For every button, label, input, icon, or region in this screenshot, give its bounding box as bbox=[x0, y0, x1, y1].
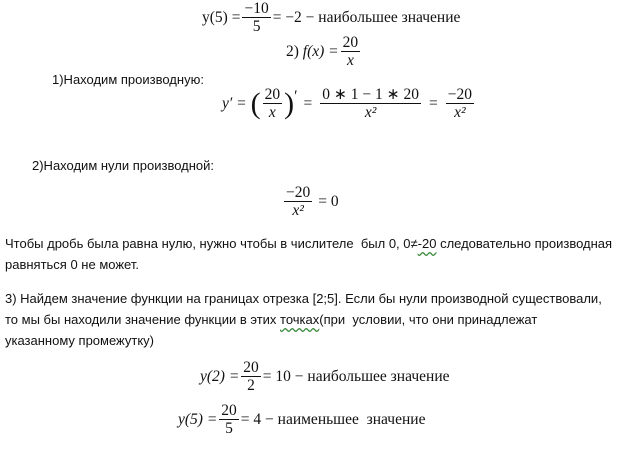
eq2-label: 2) bbox=[286, 42, 303, 60]
eq2-numerator: 20 bbox=[342, 34, 359, 51]
eq5-rhs: = 10 − наибольшее значение bbox=[262, 367, 450, 385]
eq6-rhs: = 4 − наименьшее значение bbox=[240, 410, 426, 428]
step1-heading: 1)Находим производную: bbox=[52, 72, 204, 87]
para2-line2 bbox=[5, 309, 602, 330]
eq4-denominator: x² bbox=[292, 202, 304, 219]
eq3-fraction-3 bbox=[446, 86, 474, 121]
eq3-prime: ′ bbox=[294, 88, 298, 105]
para2-line3: указанному промежутку) bbox=[5, 333, 155, 348]
eq3-numerator-2: 0 ∗ 1 − 1 ∗ 20 bbox=[322, 86, 419, 103]
eq6-fraction bbox=[219, 402, 239, 437]
para1-line2: равняться 0 не может. bbox=[5, 257, 139, 272]
equation-function-definition bbox=[286, 34, 362, 69]
eq3-lhs: y′ = bbox=[222, 94, 247, 112]
eq3-numerator-3: −20 bbox=[447, 86, 472, 103]
para2-line2-part-b: точках bbox=[280, 312, 320, 327]
eq3-inner-fraction bbox=[263, 86, 283, 121]
eq5-fraction bbox=[241, 359, 261, 394]
eq3-equals: = bbox=[303, 94, 313, 112]
eq1-rhs: = −2 − наибольшее значение bbox=[272, 8, 461, 26]
para1-line1 bbox=[5, 233, 612, 254]
para2-line1: 3) Найдем значение функции на границах отрезка [2;5]. Если бы нули производной существовали, bbox=[5, 291, 602, 306]
eq3-denominator-3: x² bbox=[454, 104, 466, 121]
eq2-fraction bbox=[341, 34, 361, 69]
eq2-lhs: f(x) = bbox=[302, 42, 339, 60]
equation-y2-max bbox=[200, 359, 450, 394]
para1-line1-part-b: -20 bbox=[417, 236, 437, 251]
equation-derivative-zero bbox=[282, 184, 339, 219]
eq6-numerator: 20 bbox=[221, 402, 237, 419]
eq6-lhs: y(5) = bbox=[178, 410, 218, 428]
step2-heading: 2)Находим нули производной: bbox=[32, 158, 215, 173]
equation-derivative bbox=[222, 86, 476, 121]
paragraph-zero-explanation bbox=[5, 233, 612, 275]
eq6-denominator: 5 bbox=[225, 420, 233, 437]
equation-y5-min bbox=[178, 402, 425, 437]
eq3-denominator-2: x² bbox=[364, 104, 377, 121]
paragraph-interval-endpoints bbox=[5, 288, 602, 351]
right-paren: ) bbox=[284, 86, 295, 120]
eq5-numerator: 20 bbox=[243, 359, 259, 376]
para2-line2-part-c: (при условии, что они принадлежат bbox=[319, 312, 538, 327]
eq1-fraction bbox=[242, 0, 270, 35]
eq1-numerator: −10 bbox=[244, 0, 269, 17]
eq5-denominator: 2 bbox=[247, 377, 255, 394]
eq2-denominator: x bbox=[346, 52, 354, 69]
eq1-denominator: 5 bbox=[252, 18, 261, 35]
eq5-lhs: y(2) = bbox=[200, 367, 240, 385]
para1-line1-part-c: следовательно производная bbox=[436, 236, 613, 251]
eq1-lhs: y(5) = bbox=[202, 8, 241, 26]
para2-line2-part-a: то мы бы находили значение функции в этих bbox=[5, 312, 281, 327]
eq3-equals-b: = bbox=[428, 94, 438, 112]
eq4-fraction bbox=[284, 184, 312, 219]
equation-y5-max bbox=[202, 0, 460, 35]
left-paren: ( bbox=[250, 86, 261, 120]
eq4-rhs: = 0 bbox=[318, 192, 339, 210]
eq3-inner-denominator: x bbox=[268, 104, 276, 121]
eq3-fraction-2 bbox=[320, 86, 421, 121]
para1-line1-part-a: Чтобы дробь была равна нулю, нужно чтобы в числителе был 0, 0≠ bbox=[5, 236, 418, 251]
eq4-numerator: −20 bbox=[286, 184, 311, 201]
eq3-inner-numerator: 20 bbox=[264, 86, 281, 103]
